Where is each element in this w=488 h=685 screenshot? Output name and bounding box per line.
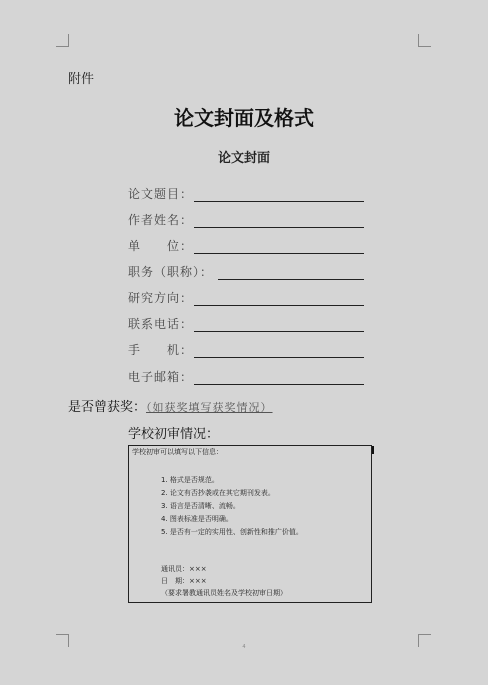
- fill-line[interactable]: [194, 384, 364, 385]
- award-row: [68, 396, 299, 415]
- box-corner-mark: [372, 446, 374, 454]
- field-label: 电子邮箱：: [128, 370, 194, 384]
- page-number: 4: [242, 644, 246, 650]
- award-label: 是否曾获奖：: [68, 400, 147, 415]
- fill-line[interactable]: [194, 253, 364, 254]
- reviewer-block: [161, 563, 287, 599]
- field-thesis-title: [128, 186, 364, 204]
- list-item: 5. 是否有一定的实用性、创新性和推广价值。: [161, 528, 303, 536]
- field-phone: [128, 316, 364, 334]
- fill-line[interactable]: [194, 227, 364, 228]
- field-label: 手 机：: [128, 343, 194, 357]
- field-label: 作者姓名：: [128, 213, 194, 227]
- field-label: 研究方向：: [128, 291, 194, 305]
- fill-line[interactable]: [218, 279, 364, 280]
- list-item: 2. 论文有否抄袭或在其它期刊发表。: [161, 489, 275, 497]
- attachment-label: 附件: [68, 72, 95, 87]
- fill-line[interactable]: [194, 331, 364, 332]
- field-position-title: [128, 264, 364, 282]
- reviewer-line: 通讯员：×××: [161, 565, 207, 573]
- crop-mark-top-left: [56, 34, 69, 47]
- fill-line[interactable]: [194, 357, 364, 358]
- field-label: 单 位：: [128, 239, 194, 253]
- field-email: [128, 369, 364, 387]
- document-title: 论文封面及格式: [174, 106, 314, 130]
- review-box-header: 学校初审可以填写以下信息：: [132, 448, 223, 456]
- list-item: 1. 格式是否规范。: [161, 476, 219, 484]
- list-item: 3. 语言是否清晰、流畅。: [161, 502, 240, 510]
- field-organization: [128, 238, 364, 256]
- award-hint[interactable]: （如获奖填写获奖情况）: [146, 401, 273, 414]
- field-label: 联系电话：: [128, 317, 194, 331]
- field-research-direction: [128, 290, 364, 308]
- date-line: 日 期：×××: [161, 577, 207, 585]
- field-label: 论文题目：: [128, 187, 194, 201]
- field-mobile: [128, 342, 364, 360]
- crop-mark-top-right: [418, 34, 431, 47]
- review-note: （要求署教通讯员姓名及学校初审日期）: [161, 589, 287, 597]
- field-label: 职务（职称）：: [128, 265, 214, 279]
- review-label: 学校初审情况：: [128, 427, 220, 442]
- field-author-name: [128, 212, 364, 230]
- fill-line[interactable]: [194, 201, 364, 202]
- review-box[interactable]: [128, 445, 372, 603]
- fill-line[interactable]: [194, 305, 364, 306]
- document-subtitle: 论文封面: [217, 151, 270, 166]
- review-criteria-list: [161, 474, 303, 539]
- list-item: 4. 图表标准是否明确。: [161, 515, 233, 523]
